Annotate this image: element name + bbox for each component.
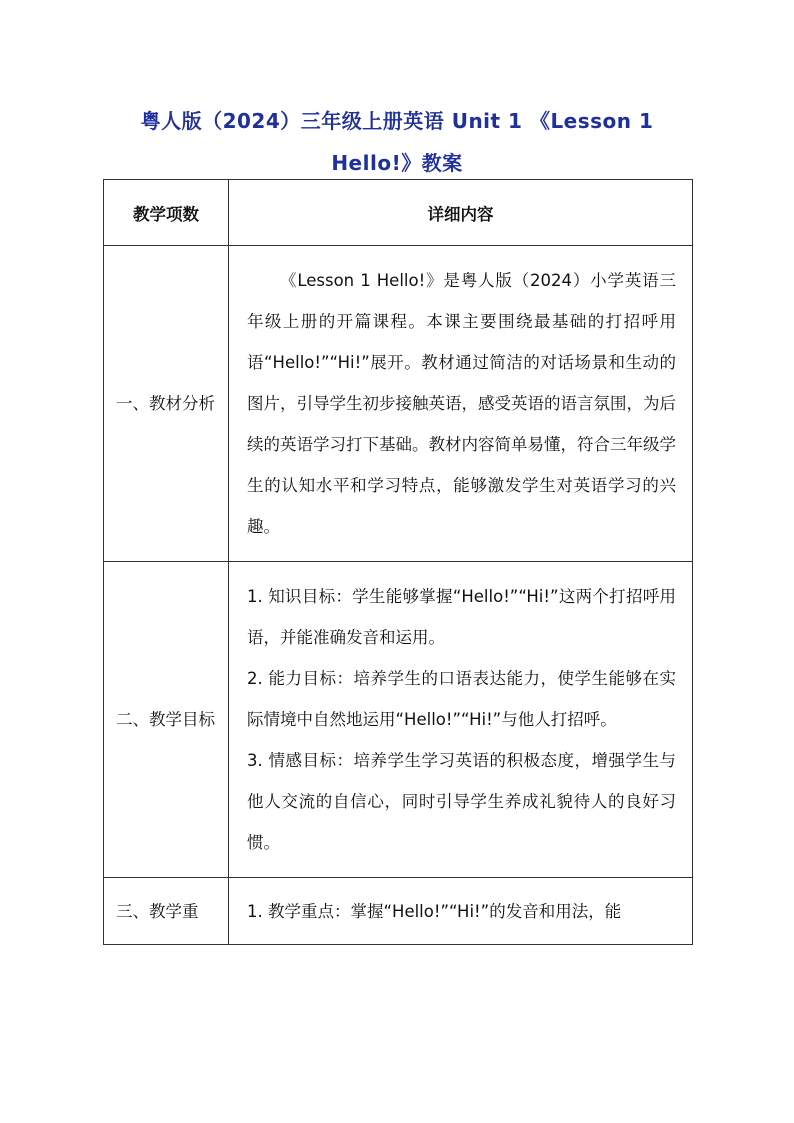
goal-ability: 2. 能力目标：培养学生的口语表达能力，使学生能够在实际情境中自然地运用“Hello!”“Hi!”与他人打招呼。 [247,669,676,729]
document-title [100,100,694,184]
row-label-material-analysis: 一、教材分析 [104,246,229,562]
row-content-key-points: 1. 教学重点：掌握“Hello!”“Hi!”的发音和用法，能 [229,878,693,945]
table-row [104,246,693,562]
goal-knowledge: 1. 知识目标：学生能够掌握“Hello!”“Hi!”这两个打招呼用语，并能准确发音和运用。 [247,587,676,647]
title-line-2: Hello!》教案 [331,151,463,175]
goal-emotion: 3. 情感目标：培养学生学习英语的积极态度，增强学生与他人交流的自信心，同时引导学生养成礼貌待人的良好习惯。 [247,751,676,852]
table-row [104,562,693,878]
row-label-teaching-goals: 二、教学目标 [104,562,229,878]
row-content-material-analysis: 《Lesson 1 Hello!》是粤人版（2024）小学英语三年级上册的开篇课程。本课主要围绕最基础的打招呼用语“Hello!”“Hi!”展开。教材通过简洁的对话场景和生动的图片，引导学生初步接触英语，感受英语的语言氛围，为后续的英语学习打下基础。教材内容简单易懂，符合三年级学生的认知水平和学习特点，能够激发学生对英语学习的兴趣。 [229,246,693,562]
header-item: 教学项数 [104,180,229,246]
row-content-teaching-goals [229,562,693,878]
table-row [104,878,693,945]
title-line-1: 粤人版（2024）三年级上册英语 Unit 1 《Lesson 1 [140,109,654,133]
lesson-plan-table [103,179,693,945]
row-label-key-points: 三、教学重 [104,878,229,945]
table-header-row [104,180,693,246]
header-content: 详细内容 [229,180,693,246]
